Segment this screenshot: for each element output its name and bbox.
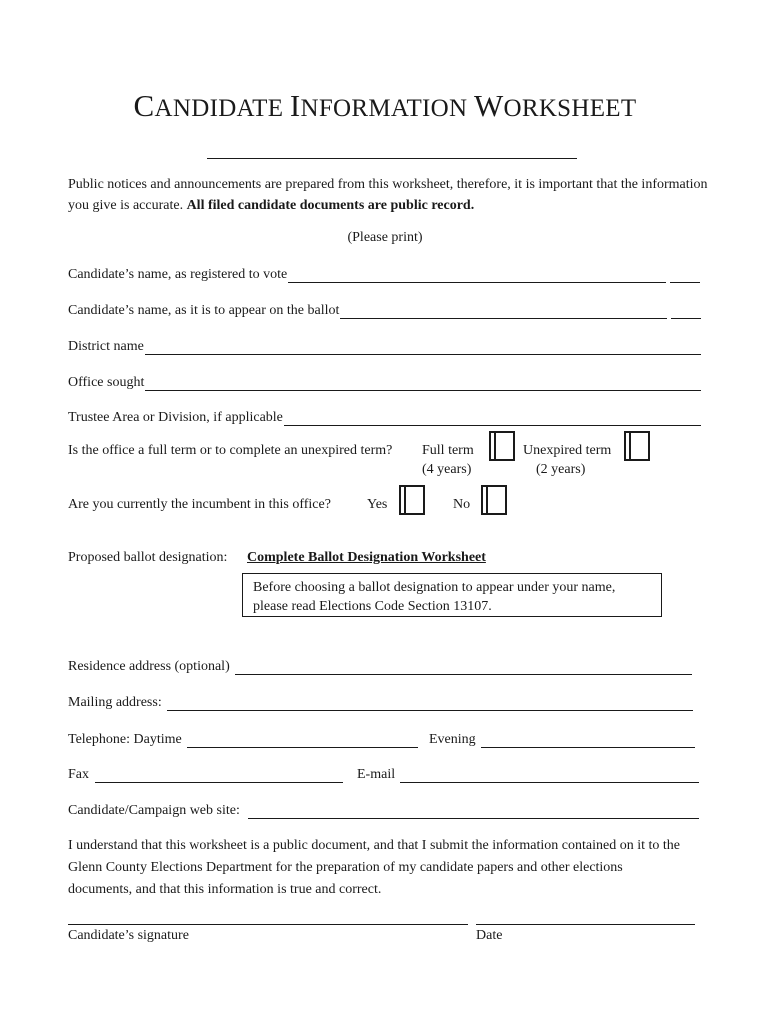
telephone-evening-line[interactable]	[481, 733, 695, 748]
name-ballot-label: Candidate’s name, as it is to appear on the ballot	[68, 303, 340, 318]
telephone-daytime-line[interactable]	[187, 733, 418, 748]
name-ballot-line[interactable]	[340, 304, 667, 319]
email-field[interactable]	[357, 763, 699, 783]
trustee-line[interactable]	[284, 411, 701, 426]
ballot-designation-label: Proposed ballot designation:	[68, 550, 228, 565]
signature-line[interactable]	[68, 924, 468, 925]
district-field[interactable]	[68, 335, 701, 355]
telephone-daytime-label: Telephone: Daytime	[68, 732, 182, 747]
incumbent-no-checkbox[interactable]	[481, 485, 507, 515]
unexpired-term-label: Unexpired term	[523, 443, 612, 458]
fax-label: Fax	[68, 767, 89, 782]
website-line[interactable]	[248, 804, 699, 819]
title-divider	[207, 158, 577, 159]
name-registered-label: Candidate’s name, as registered to vote	[68, 267, 288, 282]
full-term-years: (4 years)	[422, 462, 472, 477]
term-question: Is the office a full term or to complete an unexpired term?	[68, 443, 393, 458]
ballot-designation-worksheet-link[interactable]: Complete Ballot Designation Worksheet	[247, 550, 486, 565]
website-label: Candidate/Campaign web site:	[68, 803, 240, 818]
incumbent-yes-checkbox[interactable]	[399, 485, 425, 515]
name-ballot-suffix-line[interactable]	[671, 304, 701, 319]
email-label: E-mail	[357, 767, 396, 782]
unexpired-term-years: (2 years)	[536, 462, 586, 477]
office-field[interactable]	[68, 371, 701, 391]
trustee-field[interactable]	[68, 406, 701, 426]
mailing-field[interactable]	[68, 691, 693, 711]
incumbent-no-label: No	[453, 497, 471, 512]
mailing-line[interactable]	[167, 696, 693, 711]
ballot-designation-note: Before choosing a ballot designation to appear under your name, please read Elections Code Section 13107.	[242, 573, 662, 617]
telephone-evening-field[interactable]	[429, 728, 695, 748]
fax-line[interactable]	[95, 768, 343, 783]
name-ballot-field[interactable]	[68, 299, 701, 319]
certification-statement: I understand that this worksheet is a public document, and that I submit the information contained on it to the Glenn County Elections Department for the preparation of my candidate papers and other elections documents, and that this information is true and correct.	[68, 838, 680, 897]
email-line[interactable]	[400, 768, 699, 783]
fax-field[interactable]	[68, 763, 343, 783]
date-line[interactable]	[476, 924, 695, 925]
full-term-checkbox[interactable]	[489, 431, 515, 461]
signature-label: Candidate’s signature	[68, 928, 189, 943]
website-field[interactable]	[68, 799, 699, 819]
name-registered-field[interactable]	[68, 263, 700, 283]
please-print-note: (Please print)	[347, 230, 423, 245]
incumbent-question: Are you currently the incumbent in this office?	[68, 497, 331, 512]
office-line[interactable]	[145, 376, 701, 391]
telephone-evening-label: Evening	[429, 732, 476, 747]
page-title: CANDIDATE INFORMATION WORKSHEET	[133, 88, 637, 123]
date-label: Date	[476, 928, 503, 943]
name-registered-suffix-line[interactable]	[670, 268, 700, 283]
telephone-daytime-field[interactable]	[68, 728, 418, 748]
incumbent-yes-label: Yes	[367, 497, 388, 512]
residence-label: Residence address (optional)	[68, 659, 230, 674]
intro-paragraph: Public notices and announcements are prepared from this worksheet, therefore, it is important that the information you give is accurate. All filed candidate documents are public record.	[68, 177, 708, 213]
trustee-label: Trustee Area or Division, if applicable	[68, 410, 283, 425]
mailing-label: Mailing address:	[68, 695, 162, 710]
district-label: District name	[68, 339, 144, 354]
residence-field[interactable]	[68, 655, 692, 675]
district-line[interactable]	[145, 340, 701, 355]
unexpired-term-checkbox[interactable]	[624, 431, 650, 461]
office-label: Office sought	[68, 375, 145, 390]
residence-line[interactable]	[235, 660, 692, 675]
name-registered-line[interactable]	[288, 268, 666, 283]
full-term-label: Full term	[422, 443, 474, 458]
